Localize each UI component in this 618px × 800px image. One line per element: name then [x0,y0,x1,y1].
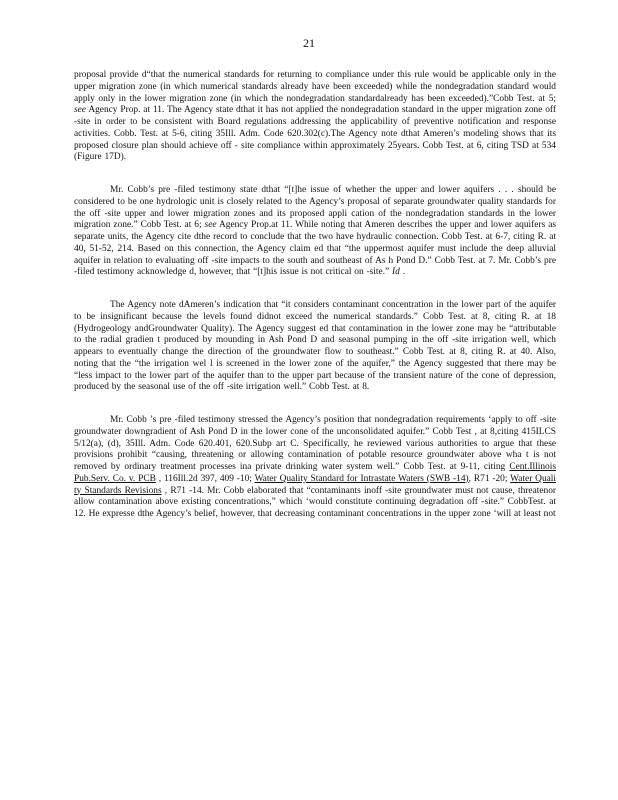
text-run: Mr. Cobb ’s pre -filed testimony stressed the Agency’s position that nondegradation requirements ‘apply to off -site groundwater downgradient of Ash Pond D in the lower cone of the unconsolidated aquifer.” Cobb Test , at 8,citing 415ILCS 5/12(a), (d), 35Ill. Adm. Code 620.401, 620.Subp art C. Specifically, he reviewed various authorities to argue that these provisions prohibit “causing, threatening or allowing contamination of potable resource groundwater above wha t is not removed by ordinary treatment processes ina private drinking water system well.” Cobb Test. at 9-11, citing [74,415,556,472]
text-run: Agency Prop. at 11. The Agency state dthat it has not applied the nondegradation standard in the upper migration zone off -site in order to be consistent with Board regulations addressing the applicability of preventive notification and response activities. Cobb. Test. at 5-6, citing 35Ill. Adm. Code 620.302(c).The Agency note dthat Ameren’s modeling shows that its proposed closure plan should achieve off - site compliance within approximately 25years. Cobb Test. at 6, citing TSD at 534 (Figure 17D). [74,105,556,163]
signal-id: Id [392,267,400,278]
signal-see: see [204,220,217,231]
paragraph [74,300,556,394]
paragraph [74,415,556,521]
body-text [74,70,556,521]
text-run: Mr. Cobb’s pre -filed testimony state dthat “[t]he issue of whether the upper and lower aquifers . . . should be considered to be one hydrologic unit is closely related to the Agency’s proposal of separate groundwater quality standards for the off -site upper and lower migration zones and its proposed appli cation of the nondegradation standards in the lower migration zone.” Cobb Test. at 6; [74,185,556,231]
text-run: proposal provide d“that the numerical standards for returning to compliance under this rule would be applicable only in the upper migration zone (in which numerical standards already have been exceeded) while the nondegradation standard would apply only in the lower migration zone (in which the nondegradation standardalready has been exceeded).”Cobb Test. at 5; [74,70,556,104]
case-citation: Water Quality Standard for Intrastate Waters (SWB -14) [254,473,469,484]
case-citation: Water Quali ty Standards Revisions [74,473,557,496]
page-number: 21 [303,36,315,50]
paragraph [74,185,556,279]
paragraph [74,70,556,164]
signal-see: see [74,105,86,116]
text-run: Agency Prop.at 11. While noting that Ameren describes the upper and lower aquifers as separate units, the Agency cite dthe record to conclude that the two have hydraulic connection. Cobb Test. at 6-7, citing R. at 40, 51-52, 214. Based on this connection, the Agency claim ed that “the uppermost aquifer must include the deep alluvial aquifer in relation to evaluating off -site impacts to the south and southeast of As h Pond D.” Cobb Test. at 7. Mr. Cobb’s pre -filed testimony acknowledge d, however, that “[t]his issue is not critical on -site.” [74,220,557,278]
text-run: , 116Ill.2d 397, 409 -10; [155,473,255,484]
text-run: , R71 -14. Mr. Cobb elaborated that “contaminants inoff -site groundwater must not cause, threatenor allow contamination above existing concentrations,” which ‘would constitute continuing degradation off -site.” CobbTest. at 12. He expresse dthe Agency’s belief, however, that decreasing contaminant concentrations in the upper zone ‘will at least not [74,485,556,519]
case-citation: Cent.Illinois Pub.Serv. Co. v. PCB [74,462,556,484]
text-run: , R71 -20; [468,473,511,484]
text-run: . [399,267,406,278]
text-run: The Agency note dAmeren’s indication that “it considers contaminant concentration in the lower part of the aquifer to be insignificant because the levels found didnot exceed the numerical standards.” Cobb Test. at 8, citing R. at 18 (Hydrogeology andGroundwater Quality). The Agency suggest ed that contamination in the lower zone may be “attributable to the radial gradien t produced by mounding in Ash Pond D and seasonal pumping in the off -site irrigation well, which appears to eventually change the direction of the groundwater flow to southeast.” Cobb Test. at 8, citing R. at 40. Also, noting that the “the irrigation wel l is screened in the lower zone of the aquifer,” the Agency suggested that there may be “less impact to the lower part of the aquifer than to the upper part because of the transient nature of the cone of depression, produced by the seasonal use of the off -site irrigation well.” Cobb Test. at 8. [74,300,556,393]
